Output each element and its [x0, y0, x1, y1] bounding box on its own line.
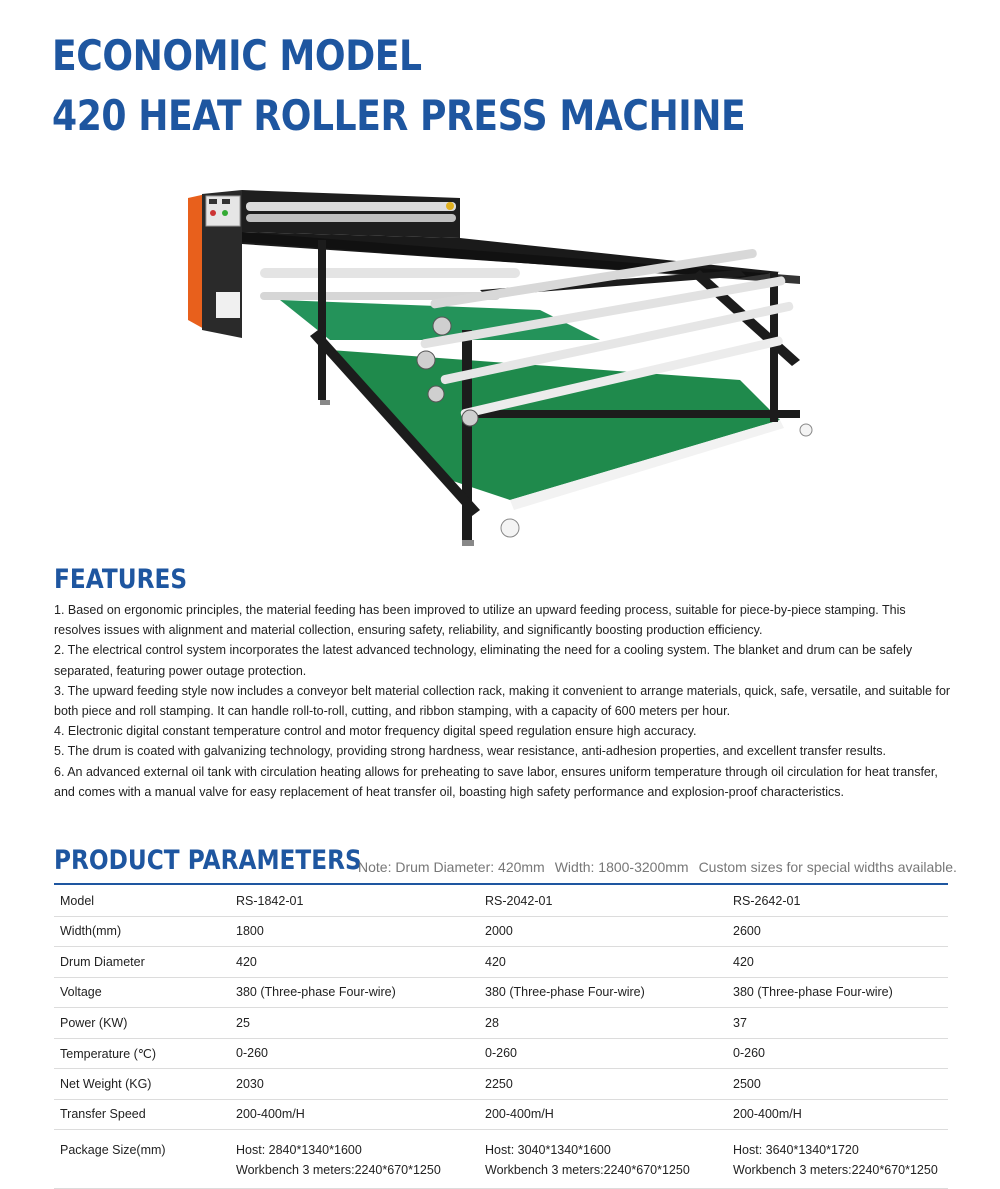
cell	[727, 1130, 948, 1189]
cell: RS-1842-01	[230, 886, 479, 916]
cell: 380 (Three-phase Four-wire)	[479, 977, 727, 1008]
cell: 2600	[727, 916, 948, 947]
row-label: Drum Diameter	[54, 947, 230, 978]
cell: 200-400m/H	[479, 1099, 727, 1130]
cell: 380 (Three-phase Four-wire)	[727, 977, 948, 1008]
feature-item: 4. Electronic digital constant temperature control and motor frequency digital speed regulation ensure high accuracy.	[54, 724, 697, 739]
cell: 420	[230, 947, 479, 978]
row-label: Voltage	[54, 977, 230, 1008]
table-row	[54, 1099, 948, 1130]
page-title	[52, 26, 745, 146]
feature-item: 5. The drum is coated with galvanizing technology, providing strong hardness, wear resistance, anti-adhesion properties, and excellent transfer results.	[54, 744, 886, 759]
package-workbench: Workbench 3 meters:2240*670*1250	[485, 1163, 690, 1177]
package-size-label: Package Size(mm)	[60, 1143, 166, 1157]
row-label: Temperature (℃)	[54, 1038, 230, 1069]
note-width: Width: 1800-3200mm	[554, 859, 689, 875]
title-line-2: 420 HEAT ROLLER PRESS MACHINE	[52, 91, 746, 140]
table-row	[54, 886, 948, 916]
feature-item: 3. The upward feeding style now includes a conveyor belt material collection rack, making it convenient to arrange materials, quick, safe, versatile, and suitable for both piece and roll stamping. It can handle roll-to-roll, cutting, and ribbon stamping, with a capacity of 600 meters per hour.	[54, 683, 951, 719]
package-workbench: Workbench 3 meters:2240*670*1250	[733, 1163, 938, 1177]
table-row	[54, 977, 948, 1008]
package-host: Host: 2840*1340*1600	[236, 1143, 362, 1157]
table-row	[54, 1069, 948, 1100]
cell: 37	[727, 1008, 948, 1039]
cell	[230, 1130, 479, 1189]
cell: RS-2642-01	[727, 886, 948, 916]
cell: 2000	[479, 916, 727, 947]
row-label: Model	[54, 886, 230, 916]
table-row	[54, 916, 948, 947]
parameters-note	[358, 859, 967, 875]
cell: 25	[230, 1008, 479, 1039]
cell: 2500	[727, 1069, 948, 1100]
cell: 200-400m/H	[727, 1099, 948, 1130]
cell: 1800	[230, 916, 479, 947]
cell: 200-400m/H	[230, 1099, 479, 1130]
parameters-table	[54, 886, 948, 1189]
package-workbench: Workbench 3 meters:2240*670*1250	[236, 1163, 441, 1177]
row-label: Net Weight (KG)	[54, 1069, 230, 1100]
package-host: Host: 3040*1340*1600	[485, 1143, 611, 1157]
row-label: Transfer Speed	[54, 1099, 230, 1130]
table-row	[54, 1008, 948, 1039]
cell: 380 (Three-phase Four-wire)	[230, 977, 479, 1008]
row-label: Width(mm)	[54, 916, 230, 947]
feature-item: 6. An advanced external oil tank with circulation heating allows for preheating to save labor, ensures uniform temperature through oil circulation for heat transfer, and comes with a manual valve for easy replacement of heat transfer oil, boasting high safety performance and explosion-proof characteristics.	[54, 764, 938, 799]
cell: 0-260	[479, 1038, 727, 1069]
package-host: Host: 3640*1340*1720	[733, 1143, 859, 1157]
row-label	[54, 1130, 230, 1189]
features-heading: FEATURES	[54, 564, 188, 595]
cell: 28	[479, 1008, 727, 1039]
feature-item: 2. The electrical control system incorporates the latest advanced technology, eliminating the need for a cooling system. The blanket and drum can be safely separated, featuring power outage protection.	[54, 643, 913, 678]
heat-roller-press-machine-image	[180, 180, 820, 560]
note-custom-sizes: Custom sizes for special widths available.	[698, 859, 957, 875]
features-list	[54, 600, 954, 802]
parameters-divider	[54, 883, 948, 885]
cell	[479, 1130, 727, 1189]
table-row	[54, 1038, 948, 1069]
cell: 2030	[230, 1069, 479, 1100]
cell: 420	[479, 947, 727, 978]
cell: RS-2042-01	[479, 886, 727, 916]
cell: 2250	[479, 1069, 727, 1100]
feature-item: 1. Based on ergonomic principles, the material feeding has been improved to utilize an upward feeding process, suitable for piece-by-piece stamping. This resolves issues with alignment and material collection, ensuring safety, reliability, and significantly boosting production efficiency.	[54, 603, 906, 638]
note-drum-diameter: Note: Drum Diameter: 420mm	[358, 859, 545, 875]
product-parameters-heading: PRODUCT PARAMETERS	[54, 845, 362, 876]
cell: 0-260	[230, 1038, 479, 1069]
cell: 0-260	[727, 1038, 948, 1069]
cell: 420	[727, 947, 948, 978]
row-label: Power (KW)	[54, 1008, 230, 1039]
table-row	[54, 1130, 948, 1189]
title-line-1: ECONOMIC MODEL	[52, 31, 422, 80]
table-row	[54, 947, 948, 978]
